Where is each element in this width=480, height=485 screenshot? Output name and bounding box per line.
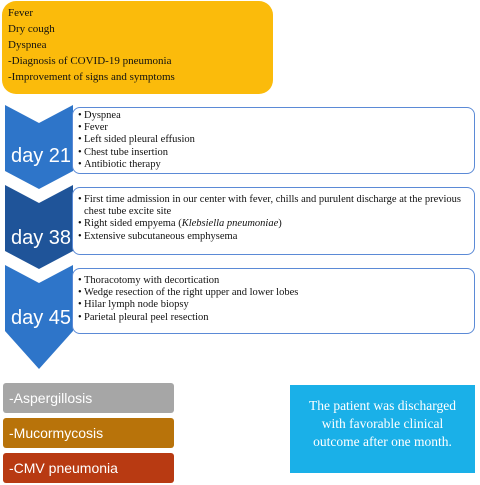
- list-item: • Fever: [78, 122, 108, 134]
- list-item: • Parietal pleural peel resection: [78, 311, 209, 323]
- symptom-line: Dry cough: [8, 23, 55, 35]
- timeline-details-day21: [72, 107, 475, 174]
- list-item: • Chest tube insertion: [78, 146, 168, 158]
- symptom-line: -Improvement of signs and symptoms: [8, 71, 175, 83]
- day-label: day 45: [10, 307, 72, 329]
- list-item: • Left sided pleural effusion: [78, 134, 195, 146]
- organism-name: Klebsiella pneumoniae: [181, 218, 279, 230]
- list-item: • Extensive subcutaneous emphysema: [78, 230, 238, 242]
- list-item: • First time admission in our center with fever, chills and purulent discharge at the previous chest tube excite site: [78, 194, 462, 218]
- symptom-line: -Diagnosis of COVID-19 pneumonia: [8, 55, 172, 67]
- list-item: • Antibiotic therapy: [78, 158, 161, 170]
- list-item: • Thoracotomy with decortication: [78, 275, 220, 286]
- outcome-cmv-pneumonia: -CMV pneumonia: [3, 453, 174, 483]
- list-item: • Hilar lymph node biopsy: [78, 299, 189, 311]
- final-outcome-box: The patient was discharged with favorable clinical outcome after one month.: [290, 385, 475, 473]
- day-label: day 21: [10, 145, 72, 167]
- timeline-chevron-day21: [5, 105, 73, 189]
- timeline-details-day45: [72, 268, 475, 334]
- timeline-chevron-day38: [5, 185, 73, 269]
- initial-symptoms-box: [2, 1, 273, 94]
- timeline-chevron-day45: [5, 265, 73, 369]
- list-item: • Wedge resection of the right upper and lower lobes: [78, 287, 299, 299]
- symptom-line: Dyspnea: [8, 39, 47, 51]
- outcome-aspergillosis: -Aspergillosis: [3, 383, 174, 413]
- day-label: day 38: [10, 227, 72, 249]
- list-item: • Dyspnea: [78, 110, 121, 121]
- timeline-details-day38: [72, 187, 475, 255]
- list-item: • Right sided empyema (Klebsiella pneumoniae): [78, 218, 282, 230]
- symptom-line: Fever: [8, 7, 34, 19]
- outcome-mucormycosis: -Mucormycosis: [3, 418, 174, 448]
